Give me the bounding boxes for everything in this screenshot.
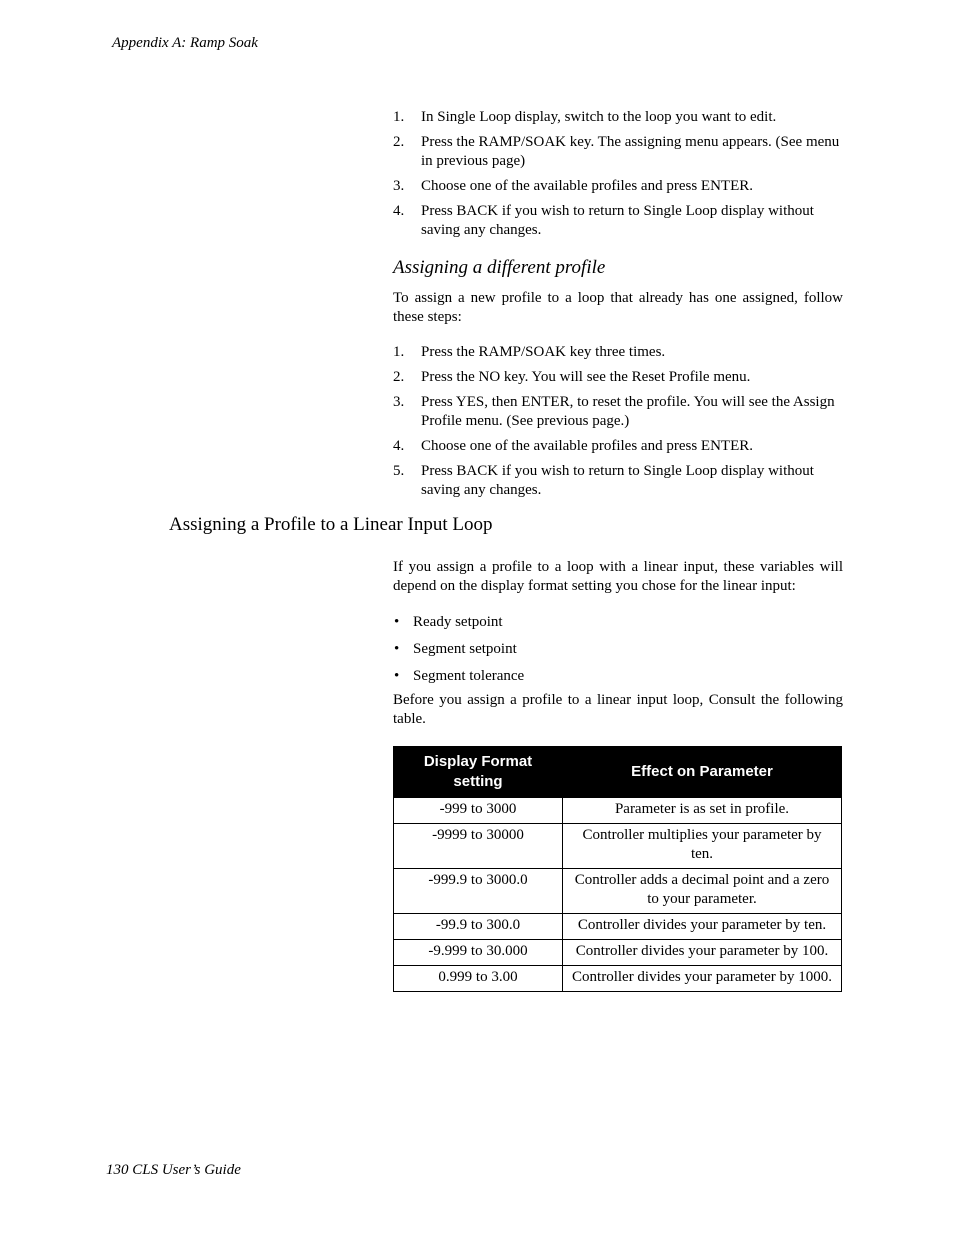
- table-row: [394, 914, 842, 940]
- column-header-display-format: Display Format setting: [394, 747, 563, 798]
- table-cell: Parameter is as set in profile.: [563, 798, 842, 824]
- table-cell: 0.999 to 3.00: [394, 966, 563, 992]
- table-cell: Controller adds a decimal point and a zero to your parameter.: [563, 869, 842, 914]
- linear-intro: [393, 558, 843, 596]
- assign-steps-list: [393, 108, 843, 240]
- step-number: 4.: [393, 203, 405, 219]
- table-cell: Controller divides your parameter by 100.: [563, 940, 842, 966]
- step-text: Press BACK if you wish to return to Single Loop display without saving any changes.: [421, 203, 814, 238]
- table-cell: Controller divides your parameter by 1000.: [563, 966, 842, 992]
- step-number: 3.: [393, 178, 405, 194]
- step-text: Press the RAMP/SOAK key three times.: [421, 344, 666, 360]
- step-text: Choose one of the available profiles and press ENTER.: [421, 178, 753, 194]
- different-profile-steps: [393, 343, 843, 506]
- variables-list: [393, 613, 843, 694]
- bullet-glyph: •: [394, 614, 400, 630]
- subsection-heading: Assigning a different profile: [393, 257, 606, 278]
- table-row: [394, 798, 842, 824]
- step-text: Press BACK if you wish to return to Single Loop display without saving any changes.: [421, 463, 814, 498]
- step-text: In Single Loop display, switch to the loop you want to edit.: [421, 109, 777, 125]
- list-item: [393, 133, 843, 171]
- list-item: [393, 613, 843, 632]
- step-text: Press the RAMP/SOAK key. The assigning menu appears. (See menu in previous page): [421, 134, 840, 169]
- bullet-glyph: •: [394, 668, 400, 684]
- bullet-text: Segment tolerance: [413, 668, 525, 684]
- column-header-effect: Effect on Parameter: [563, 747, 842, 798]
- list-item: [393, 462, 843, 500]
- step-number: 1.: [393, 344, 405, 360]
- step-number: 4.: [393, 438, 405, 454]
- list-item: [393, 368, 843, 387]
- intro-paragraph: If you assign a profile to a loop with a linear input, these variables will depend on the display format setting you chose for the linear input:: [393, 559, 843, 594]
- different-profile-intro: [393, 289, 843, 327]
- table-cell: -99.9 to 300.0: [394, 914, 563, 940]
- list-item: [393, 343, 843, 362]
- list-item: [393, 202, 843, 240]
- display-format-table: [393, 746, 842, 992]
- table-cell: -999 to 3000: [394, 798, 563, 824]
- table-row: [394, 824, 842, 869]
- step-text: Choose one of the available profiles and press ENTER.: [421, 438, 753, 454]
- list-item: [393, 393, 843, 431]
- step-text: Press YES, then ENTER, to reset the profile. You will see the Assign Profile menu. (See previous page.): [421, 394, 835, 429]
- step-number: 2.: [393, 134, 405, 150]
- assign-steps: [393, 108, 843, 246]
- list-item: [393, 437, 843, 456]
- list-item: [393, 667, 843, 686]
- step-number: 1.: [393, 109, 405, 125]
- table-row: [394, 940, 842, 966]
- list-item: [393, 640, 843, 659]
- step-number: 2.: [393, 369, 405, 385]
- step-number: 3.: [393, 394, 405, 410]
- step-text: Press the NO key. You will see the Reset Profile menu.: [421, 369, 751, 385]
- table-cell: Controller multiplies your parameter by ten.: [563, 824, 842, 869]
- table-cell: Controller divides your parameter by ten.: [563, 914, 842, 940]
- section-heading: Assigning a Profile to a Linear Input Loop: [169, 514, 493, 535]
- table-cell: -9999 to 30000: [394, 824, 563, 869]
- table-header-row: [394, 747, 842, 798]
- table-cell: -999.9 to 3000.0: [394, 869, 563, 914]
- list-item: [393, 177, 843, 196]
- list-item: [393, 108, 843, 127]
- page-footer: 130 CLS User’s Guide: [106, 1162, 241, 1178]
- bullet-text: Segment setpoint: [413, 641, 517, 657]
- table-row: [394, 869, 842, 914]
- step-number: 5.: [393, 463, 405, 479]
- paragraph: Before you assign a profile to a linear input loop, Consult the following table.: [393, 692, 843, 727]
- bullet-text: Ready setpoint: [413, 614, 503, 630]
- reset-steps-list: [393, 343, 843, 500]
- table-cell: -9.999 to 30.000: [394, 940, 563, 966]
- before-table-text: [393, 691, 843, 729]
- table-row: [394, 966, 842, 992]
- running-header: Appendix A: Ramp Soak: [112, 35, 258, 51]
- bullet-glyph: •: [394, 641, 400, 657]
- bullet-list: [393, 613, 843, 686]
- intro-paragraph: To assign a new profile to a loop that already has one assigned, follow these steps:: [393, 290, 843, 325]
